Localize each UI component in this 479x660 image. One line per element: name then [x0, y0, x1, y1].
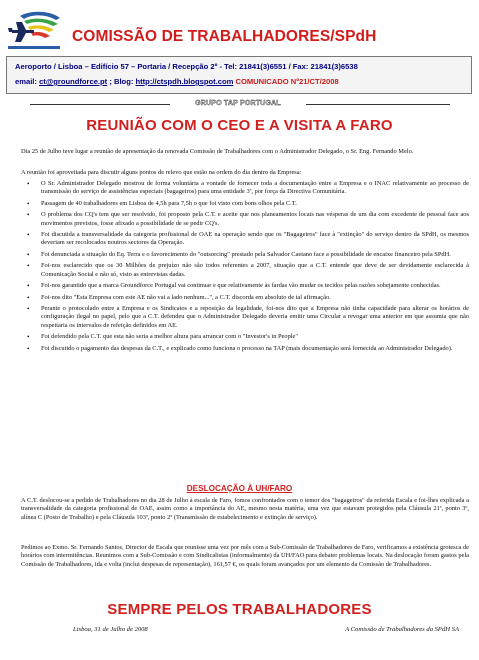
comunicado-number: COMUNICADO Nº21/CT/2008 [233, 77, 339, 86]
section-paragraph-1: A C.T. deslocou-se a pedido de Trabalhadores no dia 28 de Julho à escala de Faro, fomos confrontados com o temor dos "bagageiros" da referida Escala e foi-lhes explicada a transversalidade da categoria profissional de OAE, assim como a importância do AE, mesmo nesta matéria, uma vez que estavam protegidos pela Cláusula 21ª, ponto 3º, alínea C (Posto de Trabalho) e pela Cláusula 103ª, ponto 2º (Transmissão de estabelecimento e extinção de serviço). [21, 497, 469, 521]
list-item: • Foi-nos esclarecido que os 30 Milhões de prejuízo não são todos referentes a 2007, situação que a C.T. entende que deve de ser devidamente esclarecida à Comunicação Social e não só, visto as entrevistas dadas. [27, 262, 469, 278]
organization-title: COMISSÃO DE TRABALHADORES/SPdH [72, 28, 377, 45]
contact-address: Aeroporto / Lisboa – Edifício 57 – Portaria / Recepção 2º - Tel: 21841(3)6551 / Fax: 21841(3)6538 [15, 62, 358, 71]
lead-paragraph: A reunião foi aproveitada para discutir alguns pontos de relevo que estão na ordem do dia dentro da Empresa: [21, 169, 302, 176]
bullet-icon: • [27, 282, 30, 291]
closing-slogan: SEMPRE PELOS TRABALHADORES [107, 601, 372, 618]
bullet-icon: • [27, 211, 30, 220]
discussion-points [21, 180, 469, 356]
bullet-icon: • [27, 262, 30, 271]
intro-paragraph: Dia 25 de Julho teve lugar a reunião de apresentação da renovada Comissão de Trabalhadores com o Administrador Delegado, o Sr. Eng. Fernando Melo. [21, 148, 414, 155]
airplane-logo-icon [6, 8, 64, 54]
group-label: GRUPO TAP PORTUGAL [195, 100, 281, 107]
list-item: • Foi-nos dito "Esta Empresa com este AE não vai a lado nenhum...", a C.T. discorda em absoluto de tal afirmação. [27, 293, 331, 302]
bullet-icon: • [27, 305, 30, 314]
contact-box [6, 56, 472, 94]
list-item: • O Sr. Administrador Delegado mostrou de forma voluntária a vontade de fornecer toda a documentação entre a Empresa e o INAC relativamente ao processo de transmissão do serviço de assistências especiais (bagageiros) para uma entidade 3ª, por força da Directiva Comunitária. [27, 180, 469, 196]
bullet-icon: • [27, 180, 30, 188]
bullet-icon: • [27, 293, 30, 302]
bullet-icon: • [27, 250, 30, 259]
letterhead [6, 8, 473, 54]
divider-left [30, 104, 170, 105]
bullet-icon: • [27, 333, 30, 342]
list-item: • Passagem de 40 trabalhadores em Lisboa de 4,5h para 7,5h o que foi visto com bons olhos pela C.T. [27, 199, 297, 208]
group-divider [30, 99, 450, 109]
bullet-icon: • [27, 344, 30, 353]
footer-date: Lisboa, 31 de Julho de 2008 [73, 626, 148, 633]
list-item: • Foi discutido o pagamento das despesas da C.T., e explicado como funciona o processo na TAP (mais documentação será fornecida ao Administrador Delegado). [27, 344, 453, 353]
email-link[interactable]: ct@groundforce.pt [39, 77, 108, 86]
list-item: • Foi defendido pela C.T. que esta não seria a melhor altura para arrancar com o "Investor's in People" [27, 333, 298, 342]
list-item: • Foi discutida a transversalidade da categoria profissional de OAE na operação sendo que os "Bagageiros" face à "extinção" do serviço dentro da SPdH, os mesmos deveriam ser recolocados noutros sectores da Operação. [27, 231, 469, 247]
list-item: • Foi-nos garantido que a marca Groundforce Portugal vai continuar e que relativamente às fardas vão mudar os tecidos pelas razões sobejamente conhecidas. [27, 282, 441, 291]
list-item: • Perante o protocolado entre a Empresa e os Sindicatos e a reposição da legalidade, foi-nos dito que a Empresa não tinha capacidade para alterar os horários de configuração ilegal no papel, pelo que a C.T. defendeu que o Administrador Delegado deveria emitir uma Circular a revogar uma anterior em que assumia que não respeitaria os intervalos de refeição definidos em AE. [27, 305, 469, 329]
section-paragraph-2: Pedimos ao Exmo. Sr. Fernando Santos, Director de Escala que reunisse uma vez por mês com a Sub-Comissão de Trabalhadores de Faro, verificamos a existência grotesca de horários com intermitências. Reunimos com a Sub-Comissão e com Sindicalistas (informalmente) da UH/FAO para debater problemas locais. Na deslocação foram gastos pela Comissão de Trabalhadores, ida e volta (inclui despesas de representação), 161,57 €, os quais foram avançados por um elemento da Comissão de Trabalhadores. [21, 544, 469, 568]
blog-label: ; Blog: [107, 77, 136, 86]
main-title: REUNIÃO COM O CEO E A VISITA A FARO [86, 117, 393, 134]
list-item: • O problema dos CQ's tem que ser resolvido, foi proposto pela C.T. e aceite que nos planeamentos locais nas vésperas de um dia com excedente de pessoal face aos movimentos previstos, fosse afixado a possibilidade de se pedir CQ's. [27, 211, 469, 227]
contact-links [15, 77, 339, 86]
bullet-icon: • [27, 199, 30, 208]
divider-right [306, 104, 450, 105]
list-item: • Foi denunciada a situação do Eq. Terra e o favorecimento do "outsorcing" prestado pela Salvador Caetano face a possibilidade de encaixe financeiro pela SPdH. [27, 250, 451, 259]
bullet-icon: • [27, 231, 30, 240]
email-label: email: [15, 77, 40, 86]
section-heading: DESLOCAÇÃO À UH/FARO [186, 484, 293, 493]
blog-link[interactable]: http://ctspdh.blogspot.com [135, 77, 234, 86]
footer-signature: A Comissão de Trabalhadores da SPdH SA [345, 626, 459, 633]
